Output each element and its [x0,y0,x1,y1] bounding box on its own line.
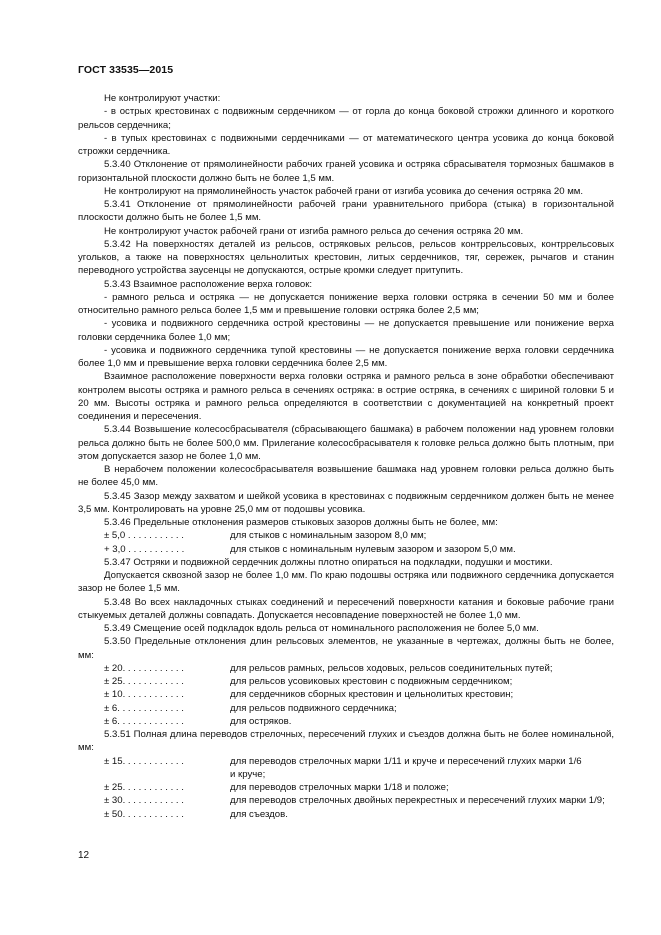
paragraph: 5.3.42 На поверхностях деталей из рельсов, остряковых рельсов, рельсов контррельсовых, контррельсовых угольков, а также на поверхностях цельнолитых крестовин, литых сердечников, тяг, сережек, рычагов и станин переводного устройства заусенцы не допускаются, острые кромки следует притупить. [78,238,614,277]
list-label: ± 25. . . . . . . . . . . . [104,782,184,793]
paragraph: В нерабочем положении колесосбрасывателя возвышение башмака над уровнем головки рельса должно быть не более 45,0 мм. [78,464,614,489]
list-item [78,808,614,821]
paragraph: 5.3.51 Полная длина переводов стрелочных, пересечений глухих и съездов должна быть не более номинальной, мм: [78,729,614,754]
list-item [78,662,614,675]
paragraph: 5.3.47 Остряки и подвижной сердечник должны плотно опираться на подкладки, подушки и мостики. [104,556,553,568]
list-text: для стыков с номинальным зазором 8,0 мм; [230,530,427,542]
list-item [78,755,614,782]
list-text: для рельсов рамных, рельсов ходовых, рельсов соединительных путей; [230,662,553,674]
paragraph: - рамного рельса и остряка — не допускается понижение верха головки остряка в сечении 50 мм и более относительно рамного рельса более 1,5 мм и превышение головки остряка более 2,5 мм; [78,291,614,316]
list-label: ± 30. . . . . . . . . . . . [104,795,184,807]
paragraph: 5.3.48 Во всех накладочных стыках соединений и пересечений поверхности катания и боковые рабочие грани стыкуемых деталей должны совпадать. Допускается несовпадение поверхностей не более 1,0 мм. [78,596,614,621]
list-item [78,794,614,807]
document-body [78,92,614,821]
list-item [78,543,614,556]
paragraph: Взаимное расположение поверхности верха головки остряка и рамного рельса в зоне обработки обеспечивают контролем высоты остряка и рамного рельса в сечениях остряка: в острие остряка, в сечениях с шириной головки 5 и 20 мм. Высоты остряка и рамного рельса определяются в соответствии с документацией на конкретный проект соединения и пересечения. [78,371,614,422]
paragraph: - усовика и подвижного сердечника тупой крестовины — не допускается понижение верха головки сердечника более 1,0 мм и превышение верха головки сердечника более 2,5 мм. [78,344,614,369]
list-text: для переводов стрелочных марки 1/18 и положе; [230,782,449,793]
list-label: ± 10. . . . . . . . . . . . [104,689,184,701]
paragraph: 5.3.40 Отклонение от прямолинейности рабочих граней усовика и остряка сбрасывателя тормозных башмаков в горизонтальной плоскости должно быть не более 1,5 мм. [78,159,614,184]
paragraph: Не контролируют участок рабочей грани от изгиба рамного рельса до сечения остряка 20 мм. [104,225,524,237]
list-item [78,702,614,715]
paragraph: 5.3.50 Предельные отклонения длин рельсовых элементов, не указанные в чертежах, должны быть не более, мм: [78,636,614,661]
paragraph: Допускается сквозной зазор не более 1,0 мм. По краю подошвы остряка или подвижного сердечника допускается зазор не более 1,5 мм. [78,570,614,595]
list-label: ± 15. . . . . . . . . . . . [104,755,184,767]
paragraph: 5.3.45 Зазор между захватом и шейкой усовика в крестовинах с подвижным сердечником должен быть не менее 3,5 мм. Контролировать на уровне 25,0 мм от подошвы усовика. [78,490,614,515]
list-label: + 3,0 . . . . . . . . . . . [104,543,185,555]
paragraph: 5.3.46 Предельные отклонения размеров стыковых зазоров должны быть не более, мм: [104,517,498,528]
paragraph: 5.3.49 Смещение осей подкладок вдоль рельса от номинального расположения не более 5,0 мм. [104,623,539,634]
list-text: для переводов стрелочных двойных перекрестных и пересечений глухих марки 1/9; [230,795,605,807]
list-item [78,529,614,542]
list-text: для переводов стрелочных марки 1/11 и круче и пересечений глухих марки 1/6 [230,755,582,767]
list-text: для съездов. [230,808,288,820]
list-item [78,715,614,728]
list-label: ± 50. . . . . . . . . . . . [104,808,184,820]
list-text: для рельсов подвижного сердечника; [230,702,397,714]
paragraph: Не контролируют участки: [104,93,221,104]
list-item [78,688,614,701]
list-label: ± 25. . . . . . . . . . . . [104,676,184,687]
list-label: ± 20. . . . . . . . . . . . [104,662,184,674]
page-number: 12 [78,850,90,861]
paragraph: - в тупых крестовинах с подвижными сердечниками — от математического центра усовика до конца боковой строжки сердечника. [78,132,614,157]
list-label: ± 6. . . . . . . . . . . . . [104,702,184,714]
document-header: ГОСТ 33535—2015 [78,64,174,76]
paragraph: - в острых крестовинах с подвижным сердечником — от горла до конца боковой строжки длинного и короткого рельсов сердечника; [78,106,614,131]
list-text: для сердечников сборных крестовин и цельнолитых крестовин; [230,689,514,701]
list-item [78,675,614,688]
list-text: для рельсов усовиковых крестовин с подвижным сердечником; [230,676,513,687]
list-item [78,781,614,794]
list-text-continuation: и круче; [230,768,266,780]
list-text: для стыков с номинальным нулевым зазором и зазором 5,0 мм. [230,543,516,555]
paragraph: - усовика и подвижного сердечника острой крестовины — не допускается превышение или понижение верха головки сердечника более 1,0 мм; [78,318,614,343]
list-text: для остряков. [230,715,292,727]
paragraph: Не контролируют на прямолинейность участок рабочей грани от изгиба усовика до сечения остряка 20 мм. [104,185,584,197]
list-label: ± 5,0 . . . . . . . . . . . [104,530,184,542]
list-label: ± 6. . . . . . . . . . . . . [104,715,184,727]
paragraph: 5.3.44 Возвышение колесосбрасывателя (сбрасывающего башмака) в рабочем положении над уровнем головки рельса должно быть не более 500,0 мм. Прилегание колесосбрасывателя к головке рельса должно быть плотным, при этом допускается зазор не более 1,0 мм. [78,424,614,462]
paragraph: 5.3.41 Отклонение от прямолинейности рабочей грани уравнительного прибора (стыка) в горизонтальной плоскости должно быть не более 1,5 мм. [78,199,614,224]
paragraph: 5.3.43 Взаимное расположение верха головок: [104,278,313,290]
